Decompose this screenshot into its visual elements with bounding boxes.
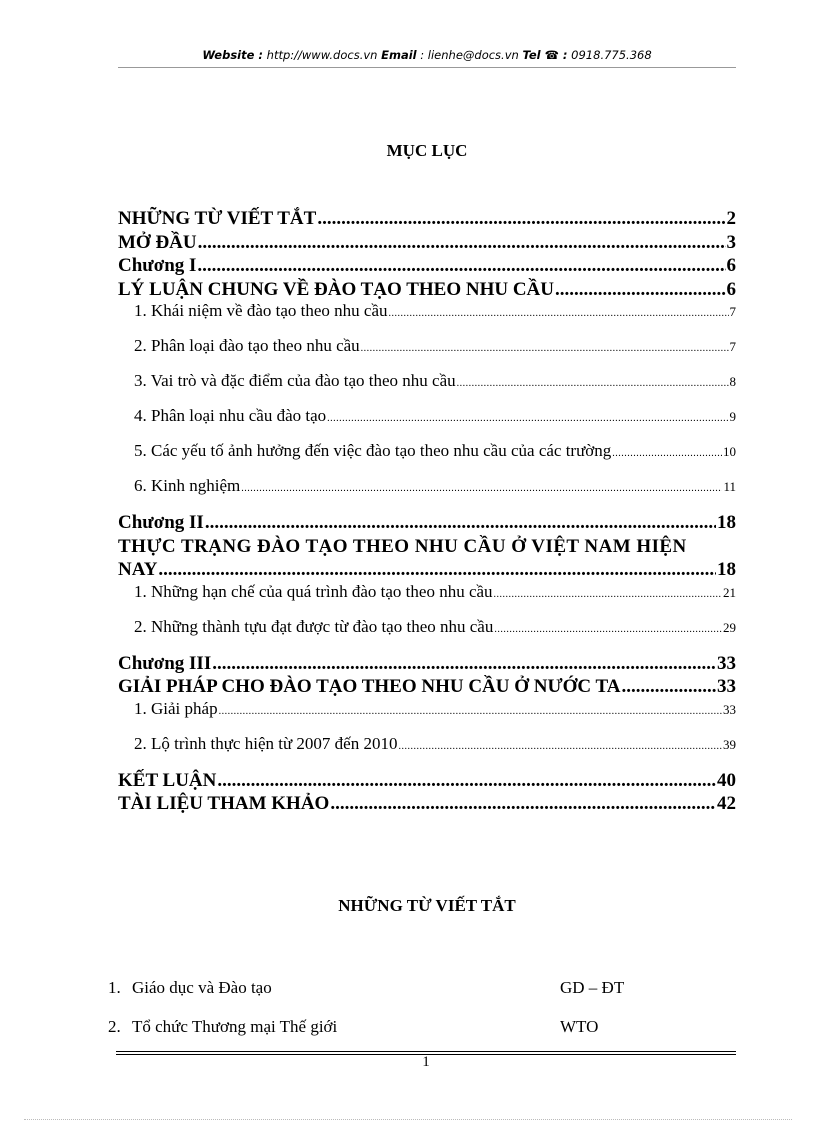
toc-entry[interactable] (118, 652, 736, 676)
dot-leader (622, 675, 717, 699)
table-of-contents (118, 207, 736, 816)
page-number: 1 (422, 1054, 430, 1070)
toc-entry-text: 4. Phân loại nhu cầu đào tạo (134, 406, 327, 425)
dot-leader (158, 558, 716, 582)
toc-entry-text: 2. Những thành tựu đạt được từ đào tạo theo nhu cầu (134, 616, 494, 636)
toc-entry-text: 1. Khái niệm về đào tạo theo nhu cầu (134, 301, 388, 320)
abbreviation-code: GD – ĐT (560, 978, 625, 997)
toc-entry-text: 1. Giải pháp (134, 698, 218, 718)
abbreviation-item (108, 1017, 599, 1037)
toc-subentry[interactable] (118, 582, 736, 617)
toc-entry-text: Chương II (118, 512, 204, 533)
abbreviation-number: 1. (108, 978, 121, 997)
website-label: Website : (202, 48, 264, 62)
toc-entry-page: 18 (717, 559, 736, 580)
page-header (118, 48, 736, 62)
dot-leader (317, 207, 725, 231)
toc-subentry[interactable] (118, 371, 736, 406)
abbreviations-title: NHỮNG TỪ VIẾT TẮT (338, 896, 516, 915)
toc-entry-text: Chương I (118, 255, 197, 276)
toc-entry-text: 2. Phân loại đào tạo theo nhu cầu (134, 336, 360, 355)
toc-entry-text: 5. Các yếu tố ảnh hưởng đến việc đào tạo theo nhu cầu của các trường (134, 441, 612, 460)
toc-entry-page: 29 (723, 619, 736, 635)
toc-entry-text: GIẢI PHÁP CHO ĐÀO TẠO THEO NHU CẦU Ở NƯỚC TA (118, 676, 621, 697)
toc-entry-page: 9 (729, 409, 736, 424)
toc-subentry[interactable] (118, 476, 736, 511)
footer-divider (116, 1051, 736, 1052)
toc-entry-text: 6. Kinh nghiệm (134, 476, 241, 495)
abbreviation-term: Giáo dục và Đào tạo (132, 978, 272, 997)
dot-leader (198, 231, 726, 255)
toc-entry-page: 8 (729, 374, 736, 389)
toc-entry[interactable] (118, 511, 736, 535)
toc-entry[interactable] (118, 675, 736, 699)
toc-entry-page: 7 (729, 339, 736, 354)
toc-subentry[interactable] (118, 441, 736, 476)
website-value[interactable]: http://www.docs.vn (266, 48, 378, 62)
toc-entry[interactable] (118, 558, 736, 582)
dot-leader (217, 769, 716, 793)
toc-entry-text: 1. Những hạn chế của quá trình đào tạo theo nhu cầu (134, 581, 493, 601)
toc-entry[interactable] (118, 278, 736, 302)
toc-entry-text: 3. Vai trò và đặc điểm của đào tạo theo nhu cầu (134, 371, 456, 390)
toc-entry-text: NHỮNG TỪ VIẾT TẮT (118, 208, 317, 229)
toc-subentry[interactable] (118, 699, 736, 734)
dot-leader (457, 378, 729, 389)
dot-leader (327, 413, 728, 424)
email-value[interactable]: : lienhe@docs.vn (420, 48, 519, 62)
toc-entry-page: 21 (723, 584, 736, 600)
dot-leader (205, 511, 716, 535)
toc-entry-text: MỞ ĐẦU (118, 231, 197, 253)
toc-entry-page: 42 (717, 793, 736, 814)
toc-entry-page: 18 (717, 512, 736, 533)
toc-entry-page: 6 (726, 255, 736, 276)
toc-entry-text: TÀI LIỆU THAM KHẢO (118, 793, 330, 814)
toc-entry-page: 2 (726, 208, 736, 229)
dot-leader (494, 624, 722, 635)
dot-leader (555, 278, 726, 302)
toc-entry-page: 33 (717, 676, 736, 697)
dot-leader (197, 254, 725, 278)
toc-entry-text: LÝ LUẬN CHUNG VỀ ĐÀO TẠO THEO NHU CẦU (118, 278, 554, 300)
toc-entry-text: Chương III (118, 652, 212, 674)
dot-leader (389, 308, 729, 319)
toc-entry-page: 11 (723, 479, 736, 494)
toc-entry-page: 3 (726, 231, 736, 253)
toc-entry-text: NAY (118, 559, 158, 580)
toc-entry-page: 40 (717, 769, 736, 791)
tel-label: Tel ☎ : (522, 48, 568, 62)
toc-subentry[interactable] (118, 336, 736, 371)
toc-entry[interactable] (118, 254, 736, 278)
toc-entry[interactable] (118, 207, 736, 231)
toc-entry-page: 6 (726, 278, 736, 300)
dot-leader (494, 589, 722, 600)
toc-entry-page: 33 (717, 652, 736, 674)
toc-entry-page: 7 (729, 304, 736, 319)
toc-entry[interactable] (118, 231, 736, 255)
abbreviation-item (108, 978, 625, 998)
page-bottom-border (24, 1119, 792, 1120)
abbreviation-code: WTO (560, 1017, 599, 1036)
dot-leader (219, 706, 722, 717)
toc-subentry[interactable] (118, 734, 736, 769)
dot-leader (241, 483, 722, 494)
toc-title: MỤC LỤC (386, 141, 468, 160)
header-divider (118, 67, 736, 68)
toc-entry-text: 2. Lộ trình thực hiện từ 2007 đến 2010 (134, 733, 398, 753)
toc-entry-page: 10 (723, 444, 736, 459)
tel-value: 0918.775.368 (571, 48, 652, 62)
dot-leader (330, 792, 716, 816)
dot-leader (361, 343, 729, 354)
toc-entry[interactable] (118, 792, 736, 816)
toc-entry-wrapped-line[interactable]: THỰC TRẠNG ĐÀO TẠO THEO NHU CẦU Ở VIỆT NAM HIỆN (118, 535, 687, 557)
abbreviation-number: 2. (108, 1017, 121, 1036)
dot-leader (212, 652, 716, 676)
dot-leader (612, 448, 722, 459)
toc-subentry[interactable] (118, 406, 736, 441)
toc-entry-page: 33 (723, 701, 736, 717)
toc-entry-page: 39 (723, 736, 736, 752)
dot-leader (398, 741, 722, 752)
toc-entry-text: KẾT LUẬN (118, 769, 217, 791)
email-label: Email (381, 48, 417, 62)
toc-entry[interactable] (118, 769, 736, 793)
toc-subentry[interactable] (118, 617, 736, 652)
toc-subentry[interactable] (118, 301, 736, 336)
abbreviation-term: Tổ chức Thương mại Thế giới (132, 1017, 338, 1036)
